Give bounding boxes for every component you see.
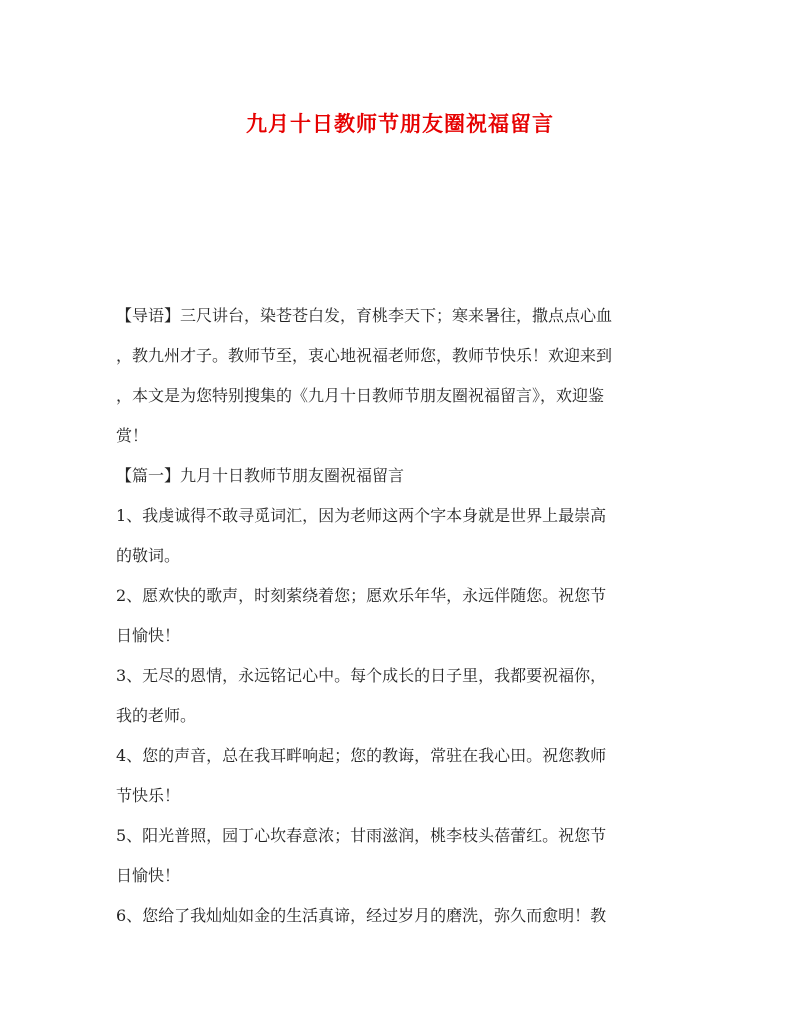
body-line: 日愉快！ — [116, 866, 181, 885]
body-line: 【导语】三尺讲台，染苍苍白发，育桃李天下；寒来暑往，撒点点心血 — [116, 306, 613, 325]
body-line: 日愉快！ — [116, 626, 181, 645]
body-line: 6、您给了我灿灿如金的生活真谛，经过岁月的磨洗，弥久而愈明！教 — [116, 906, 607, 925]
body-line: 2、愿欢快的歌声，时刻萦绕着您；愿欢乐年华，永远伴随您。祝您节 — [116, 586, 607, 605]
body-line: ，本文是为您特别搜集的《九月十日教师节朋友圈祝福留言》，欢迎鉴 — [116, 386, 605, 405]
body-line: 的敬词。 — [116, 546, 181, 565]
body-line: 3、无尽的恩情，永远铭记心中。每个成长的日子里，我都要祝福你， — [116, 666, 607, 685]
body-line: 我的老师。 — [116, 706, 197, 725]
section-heading: 【篇一】九月十日教师节朋友圈祝福留言 — [116, 466, 405, 485]
body-line: ，教九州才子。教师节至，衷心地祝福老师您，教师节快乐！欢迎来到 — [116, 346, 613, 365]
body-line: 节快乐！ — [116, 786, 181, 805]
document-body — [116, 296, 696, 936]
document-title: 九月十日教师节朋友圈祝福留言 — [246, 111, 554, 136]
body-line: 1、我虔诚得不敢寻觅词汇，因为老师这两个字本身就是世界上最崇高 — [116, 506, 607, 525]
body-line: 赏！ — [116, 426, 149, 445]
body-line: 5、阳光普照，园丁心坎春意浓；甘雨滋润，桃李枝头蓓蕾红。祝您节 — [116, 826, 607, 845]
body-line: 4、您的声音，总在我耳畔响起；您的教诲，常驻在我心田。祝您教师 — [116, 746, 607, 765]
